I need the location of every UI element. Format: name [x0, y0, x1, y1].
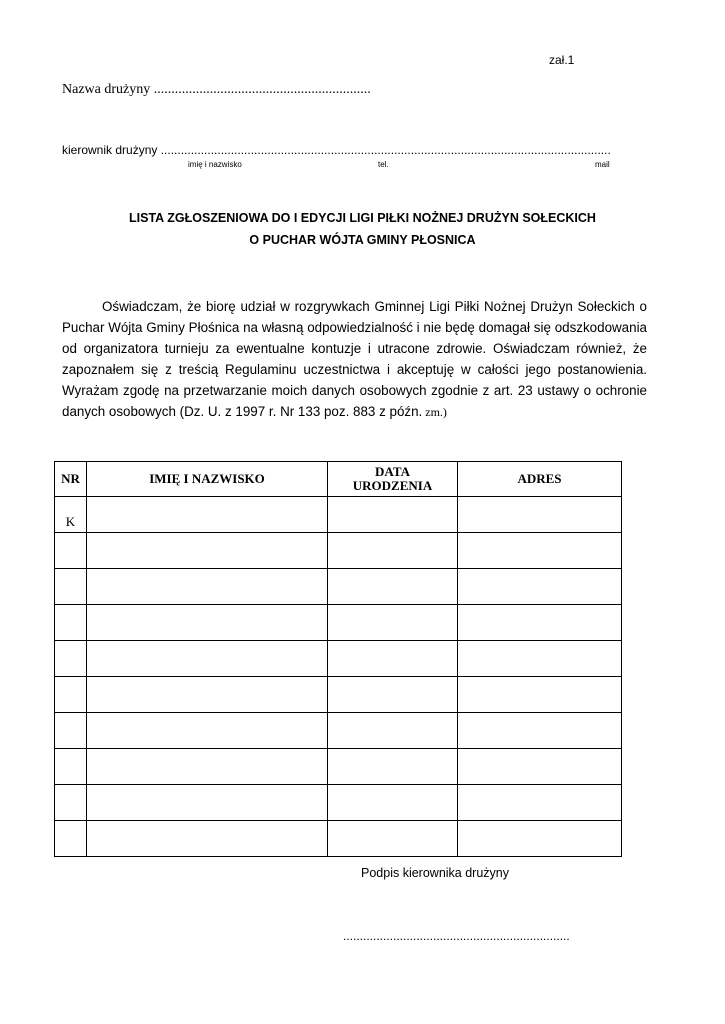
header-address: ADRES — [458, 462, 622, 497]
header-nr: NR — [55, 462, 87, 497]
document-title-line-2: O PUCHAR WÓJTA GMINY PŁOSNICA — [249, 233, 476, 247]
cell-nr — [55, 641, 87, 677]
header-birth-line-1: DATA — [375, 464, 410, 479]
cell-address — [458, 749, 622, 785]
cell-name — [87, 605, 328, 641]
cell-address — [458, 641, 622, 677]
cell-birth-date — [328, 713, 458, 749]
team-leader-field: kierownik drużyny ....................................................................................................................................... — [62, 143, 611, 157]
team-name-field: Nazwa drużyny .............................................................. — [62, 82, 371, 97]
table-row — [55, 749, 622, 785]
signature-label: Podpis kierownika drużyny — [361, 866, 509, 880]
cell-name — [87, 749, 328, 785]
cell-name — [87, 713, 328, 749]
header-name: IMIĘ I NAZWISKO — [87, 462, 328, 497]
table-header-row — [55, 462, 622, 497]
cell-nr — [55, 605, 87, 641]
declaration-text: Oświadczam, że biorę udział w rozgrywkach Gminnej Ligi Piłki Nożnej Drużyn Sołeckich o Puchar Wójta Gminy Płośnica na własną odpowiedzialność i nie będę domagał się odszkodowania od organizatora turnieju za ewentualne kontuzje i utracone zdrowie. Oświadczam również, że zapoznałem się z treścią Regulaminu uczestnictwa i akceptuję w całości jego postanowienia. Wyrażam zgodę na przetwarzanie moich danych osobowych zgodnie z art. 23 ustawy o ochronie danych osobowych (Dz. U. z 1997 r. Nr 133 poz. 883 z późn. — [62, 299, 647, 419]
cell-nr: K — [55, 497, 87, 533]
cell-address — [458, 569, 622, 605]
cell-birth-date — [328, 749, 458, 785]
cell-nr — [55, 785, 87, 821]
header-birth-line-2: URODZENIA — [352, 478, 433, 493]
table-row — [55, 713, 622, 749]
table-body — [55, 497, 622, 857]
cell-nr — [55, 677, 87, 713]
cell-address — [458, 605, 622, 641]
cell-nr — [55, 713, 87, 749]
cell-name — [87, 785, 328, 821]
cell-address — [458, 677, 622, 713]
cell-birth-date — [328, 569, 458, 605]
cell-address — [458, 785, 622, 821]
signature-line: .................................................................... — [343, 929, 570, 943]
players-table — [54, 461, 622, 857]
cell-address — [458, 821, 622, 857]
cell-address — [458, 497, 622, 533]
table-row — [55, 677, 622, 713]
cell-birth-date — [328, 785, 458, 821]
declaration-tail: zm.) — [422, 405, 447, 419]
cell-nr — [55, 821, 87, 857]
cell-birth-date — [328, 641, 458, 677]
attachment-label: zał.1 — [549, 53, 575, 67]
header-birth-date — [328, 462, 458, 497]
cell-name — [87, 821, 328, 857]
cell-address — [458, 713, 622, 749]
cell-birth-date — [328, 497, 458, 533]
hint-tel: tel. — [378, 160, 389, 169]
table-row — [55, 569, 622, 605]
cell-birth-date — [328, 533, 458, 569]
table-row — [55, 785, 622, 821]
table-row — [55, 605, 622, 641]
cell-nr — [55, 533, 87, 569]
table-row — [55, 533, 622, 569]
cell-name — [87, 533, 328, 569]
hint-mail: mail — [595, 160, 610, 169]
document-title-line-1: LISTA ZGŁOSZENIOWA DO I EDYCJI LIGI PIŁKI NOŻNEJ DRUŻYN SOŁECKICH — [129, 211, 596, 225]
cell-name — [87, 497, 328, 533]
table-row — [55, 641, 622, 677]
cell-name — [87, 569, 328, 605]
cell-birth-date — [328, 821, 458, 857]
cell-nr — [55, 749, 87, 785]
hint-name: imię i nazwisko — [188, 160, 242, 169]
table-row — [55, 821, 622, 857]
table-row — [55, 497, 622, 533]
cell-nr — [55, 569, 87, 605]
cell-address — [458, 533, 622, 569]
cell-name — [87, 677, 328, 713]
declaration-paragraph — [62, 296, 647, 423]
cell-birth-date — [328, 677, 458, 713]
cell-name — [87, 641, 328, 677]
cell-birth-date — [328, 605, 458, 641]
